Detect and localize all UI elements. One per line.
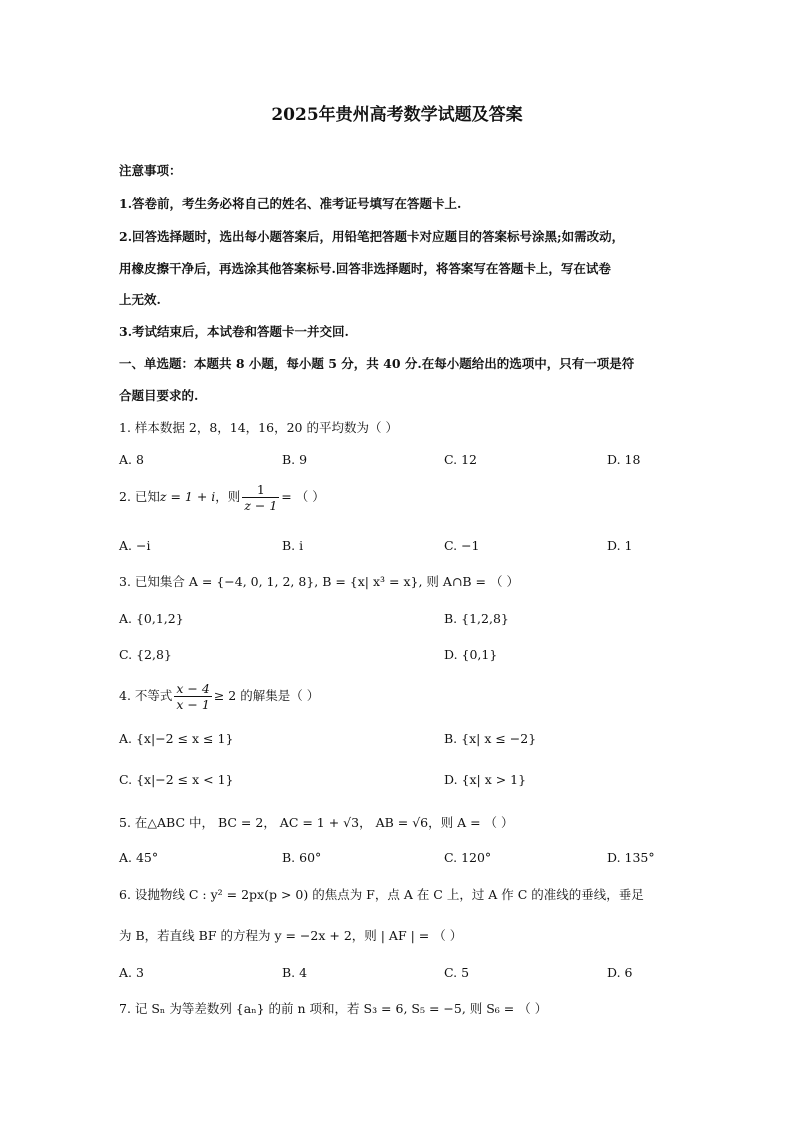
question-6-line-2: 为 B，若直线 BF 的方程为 y = −2x + 2，则 | AF | = （ ） [119, 928, 463, 943]
question-4-fraction [174, 681, 211, 712]
notice-item-2-line-1: 2.回答选择题时，选出每小题答案后，用铅笔把答题卡对应题目的答案标号涂黑;如需改动， [119, 229, 625, 244]
question-3-option-c: C. {2,8} [119, 647, 172, 662]
question-6-line-1: 6. 设抛物线 C : y² = 2px(p > 0) 的焦点为 F，点 A 在 C 上，过 A 作 C 的准线的垂线，垂足 [119, 887, 644, 902]
notice-item-3: 3.考试结束后，本试卷和答题卡一并交回. [119, 324, 349, 339]
question-2-option-d: D. 1 [607, 538, 633, 553]
question-2-denominator: z − 1 [244, 498, 278, 513]
question-4-numerator: x − 4 [176, 681, 210, 696]
section-heading-line-2: 合题目要求的. [119, 388, 199, 403]
question-5-option-b: B. 60° [282, 850, 322, 865]
notice-item-2-line-2: 用橡皮擦干净后，再选涂其他答案标号.回答非选择题时，将答案写在答题卡上，写在试卷 [119, 261, 611, 276]
question-2-prefix: 2. 已知 [119, 489, 160, 504]
question-5-option-a: A. 45° [119, 850, 159, 865]
notice-item-2-line-3: 上无效. [119, 292, 161, 307]
question-6-option-d: D. 6 [607, 965, 633, 980]
question-1-option-a: A. 8 [119, 452, 144, 467]
question-2-option-b: B. i [282, 538, 304, 553]
question-7-stem: 7. 记 Sₙ 为等差数列 {aₙ} 的前 n 项和，若 S₃ = 6, S₅ = −5, 则 S₆ = （ ） [119, 1001, 548, 1016]
question-2-option-a: A. −i [119, 538, 151, 553]
question-6-option-b: B. 4 [282, 965, 308, 980]
question-3-option-a: A. {0,1,2} [119, 611, 184, 626]
question-2-option-c: C. −1 [444, 538, 480, 553]
question-2-stem [119, 481, 325, 513]
question-6-option-c: C. 5 [444, 965, 470, 980]
question-5-option-d: D. 135° [607, 850, 655, 865]
question-1-option-b: B. 9 [282, 452, 308, 467]
question-4-prefix: 4. 不等式 [119, 688, 173, 703]
notice-heading: 注意事项： [119, 163, 182, 178]
question-6-option-a: A. 3 [119, 965, 144, 980]
section-heading-line-1: 一、单选题：本题共 8 小题，每小题 5 分，共 40 分.在每小题给出的选项中，只有一项是符 [119, 356, 635, 371]
question-3-option-b: B. {1,2,8} [444, 611, 509, 626]
question-1-option-d: D. 18 [607, 452, 641, 467]
question-5-option-c: C. 120° [444, 850, 492, 865]
page-title: 2025年贵州高考数学试题及答案 [271, 105, 523, 125]
question-1-option-c: C. 12 [444, 452, 477, 467]
question-4-option-a: A. {x|−2 ≤ x ≤ 1} [119, 731, 234, 746]
question-4-suffix: ≥ 2 的解集是（ ） [213, 688, 320, 703]
question-3-option-d: D. {0,1} [444, 647, 498, 662]
question-2-fraction [242, 482, 279, 513]
question-1-stem: 1. 样本数据 2，8，14，16，20 的平均数为（ ） [119, 420, 398, 435]
question-3-stem: 3. 已知集合 A = {−4, 0, 1, 2, 8}, B = {x| x³ = x}, 则 A∩B = （ ） [119, 574, 519, 589]
question-4-option-d: D. {x| x > 1} [444, 772, 527, 787]
question-4-option-b: B. {x| x ≤ −2} [444, 731, 537, 746]
question-2-suffix: = （ ） [281, 489, 325, 504]
question-2-expr: z = 1 + i [159, 489, 216, 504]
question-2-mid: ，则 [215, 489, 241, 504]
question-4-denominator: x − 1 [176, 697, 210, 712]
question-4-stem [119, 680, 319, 712]
notice-item-1: 1.答卷前，考生务必将自己的姓名、准考证号填写在答题卡上. [119, 196, 462, 211]
question-5-stem: 5. 在△ABC 中， BC = 2， AC = 1 + √3， AB = √6，则 A = （ ） [119, 815, 514, 830]
question-2-numerator: 1 [256, 482, 265, 497]
question-4-option-c: C. {x|−2 ≤ x < 1} [119, 772, 234, 787]
